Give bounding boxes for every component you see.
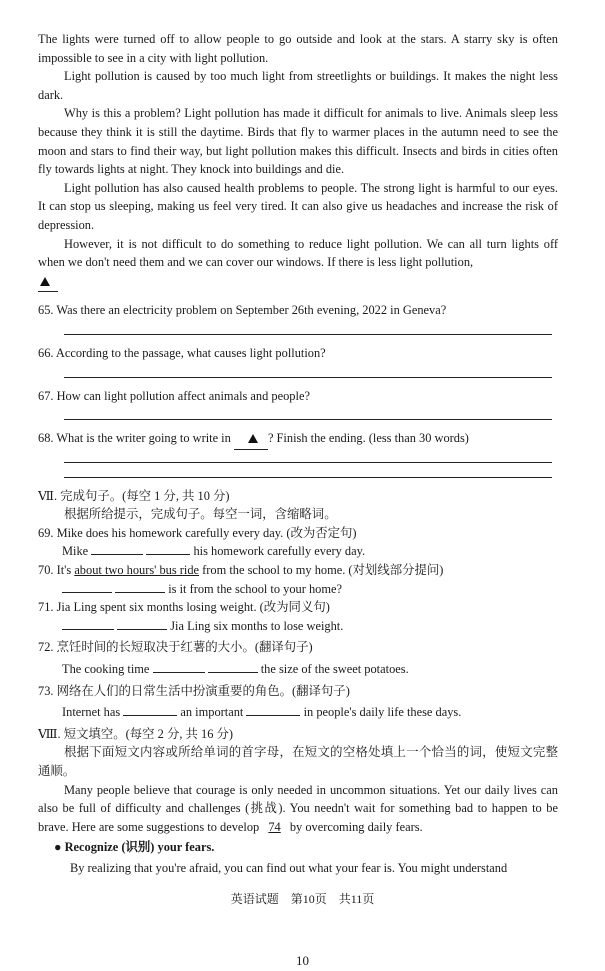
passage-paragraph-1: The lights were turned off to allow people to go outside and look at the stars. A starry sky is often impossible to see in a city with light pollution. [38, 32, 558, 65]
answer-71-suffix: Jia Ling six months to lose weight. [170, 618, 344, 633]
question-65: 65. Was there an electricity problem on September 26th evening, 2022 in Geneva? [38, 303, 447, 318]
question-69: 69. Mike does his homework carefully every day. (改为否定句) [38, 525, 357, 540]
answer-line-66[interactable] [64, 377, 552, 378]
blank-70a[interactable] [62, 580, 112, 593]
blank-70b[interactable] [115, 580, 165, 593]
question-70-start: 70. It's [38, 563, 75, 578]
answer-line-68b[interactable] [64, 477, 552, 478]
question-68-text-end: ? Finish the ending. (less than 30 words) [267, 431, 469, 446]
question-70-underlined: about two hours' bus ride [74, 563, 200, 578]
blank-73b[interactable] [246, 703, 300, 716]
answer-73 [38, 703, 558, 722]
question-72: 72. 烹饪时间的长短取决于红薯的大小。(翻译句子) [38, 640, 313, 655]
section-8-paragraph-1-start: Many people believe that courage is only needed in uncommon situations. Yet our daily lives can also be full of difficulty and challenges (挑战). You needn't wait for something bad to happen to be brave. Here are some suggestions to develop [38, 782, 558, 834]
passage-paragraph-2: Light pollution is caused by too much light from streetlights or buildings. It makes the night less dark. [38, 69, 558, 102]
answer-72-suffix: the size of the sweet potatoes. [260, 662, 409, 677]
blank-69a[interactable] [91, 542, 143, 555]
question-68-triangle-blank [234, 429, 268, 450]
section-8-instruction: 根据下面短文内容或所给单词的首字母，在短文的空格处填上一个恰当的词，使短文完整通顺。 [38, 745, 558, 778]
passage-paragraph-5: However, it is not difficult to do something to reduce light pollution. We can all turn lights off when we don't need them and we can cover our windows. If there is less light pollution, [38, 236, 558, 270]
bullet-heading: Recognize (识别) your fears. [64, 840, 215, 855]
passage-paragraph-4: Light pollution has also caused health problems to people. The strong light is harmful to our eyes. It can stop us sleeping, making us feel very tired. It can also give us headaches and increase the risk of depression. [38, 180, 558, 232]
page-footer: 英语试题 第10页 共11页 [230, 892, 375, 906]
answer-69-suffix: his homework carefully every day. [193, 544, 366, 559]
blank-73a[interactable] [123, 703, 177, 716]
section-8-paragraph-1 [38, 781, 558, 837]
section-7-title: Ⅶ. 完成句子。(每空 1 分, 共 10 分) [38, 488, 230, 503]
blank-72a[interactable] [153, 660, 205, 673]
question-70-end: from the school to my home. (对划线部分提问) [199, 563, 444, 578]
answer-line-67[interactable] [64, 419, 552, 420]
blank-74[interactable]: 74 [268, 819, 281, 834]
answer-line-68a[interactable] [64, 462, 552, 463]
answer-73-prefix: Internet has [62, 705, 121, 720]
blank-72b[interactable] [208, 660, 258, 673]
blank-71b[interactable] [117, 617, 167, 630]
triangle-icon [40, 277, 50, 286]
question-73: 73. 网络在人们的日常生活中扮演重要的角色。(翻译句子) [38, 683, 350, 698]
passage-paragraph-3: Why is this a problem? Light pollution has made it difficult for animals to live. Animals sleep less because they think it is still the daytime. Birds that fly to warmer places in the autumn need to see the moon and stars to find their way, but light pollution makes this difficult. Insects and birds in cities often fly towards lights at night. They knock into buildings and die. [38, 106, 558, 177]
page-content [38, 30, 558, 878]
question-71: 71. Jia Ling spent six months losing weight. (改为同义句) [38, 600, 330, 615]
triangle-blank-marker[interactable] [38, 272, 58, 293]
answer-73-suffix: in people's daily life these days. [303, 705, 462, 720]
blank-71a[interactable] [62, 617, 114, 630]
answer-70 [38, 580, 558, 599]
answer-70-suffix: is it from the school to your home? [168, 581, 343, 596]
blank-69b[interactable] [146, 542, 190, 555]
question-68 [38, 429, 558, 450]
passage-ending-blank [38, 272, 558, 293]
answer-73-middle: an important [180, 705, 244, 720]
question-70 [38, 561, 558, 580]
answer-72-prefix: The cooking time [62, 662, 150, 677]
answer-69 [38, 542, 558, 561]
answer-69-prefix: Mike [62, 544, 89, 559]
section-8-title: Ⅷ. 短文填空。(每空 2 分, 共 16 分) [38, 726, 234, 741]
question-67: 67. How can light pollution affect animals and people? [38, 388, 310, 403]
question-66: 66. According to the passage, what causes light pollution? [38, 345, 326, 360]
page-number: 10 [296, 953, 309, 968]
answer-line-65[interactable] [64, 334, 552, 335]
section-8-paragraph-1-end: by overcoming daily fears. [286, 819, 423, 834]
answer-71 [38, 617, 558, 636]
triangle-icon [248, 434, 258, 443]
section-7-instruction: 根据所给提示，完成句子。每空一词，含缩略词。 [64, 507, 337, 522]
answer-72 [38, 660, 558, 679]
question-68-text-start: 68. What is the writer going to write in [38, 431, 231, 446]
section-8-paragraph-2: By realizing that you're afraid, you can find out what your fear is. You might understand [70, 860, 508, 875]
bullet-recognize-fears: ● Recognize (识别) your fears. [54, 840, 215, 855]
